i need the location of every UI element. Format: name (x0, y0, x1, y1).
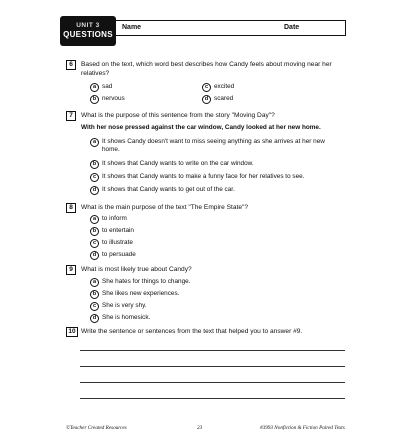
option-letter: c (90, 173, 99, 182)
option-letter: d (90, 314, 99, 323)
answer-option[interactable] (90, 186, 235, 195)
option-letter: c (90, 302, 99, 311)
option-text: She is homesick. (102, 314, 151, 321)
answer-option[interactable] (90, 251, 136, 260)
name-date-bar (116, 20, 346, 36)
answer-option[interactable] (90, 227, 134, 236)
answer-line[interactable] (80, 366, 345, 367)
option-letter: a (90, 278, 99, 287)
quoted-sentence: With her nose pressed against the car window, Candy looked at her new home. (81, 124, 321, 131)
option-text: She likes new experiences. (102, 290, 180, 297)
answer-line[interactable] (80, 350, 345, 351)
option-text: to inform (102, 215, 127, 222)
question-text: Based on the text, which word best describes how Candy feels about moving near her relatives? (81, 61, 332, 77)
question-number: 7 (66, 111, 76, 121)
option-text: It shows Candy doesn't want to miss seeing anything as she arrives at her new home. (102, 138, 325, 153)
answer-option[interactable] (90, 95, 125, 104)
answer-option[interactable] (90, 83, 112, 92)
answer-option[interactable] (90, 314, 150, 323)
option-letter: b (90, 227, 99, 236)
answer-option[interactable] (202, 95, 233, 104)
answer-option[interactable] (90, 160, 254, 169)
date-label: Date (284, 24, 300, 31)
answer-option[interactable] (90, 173, 304, 182)
option-letter: a (90, 83, 99, 92)
answer-option[interactable] (90, 239, 133, 248)
option-text: excited (214, 83, 235, 90)
option-letter: b (90, 95, 99, 104)
question-number: 8 (66, 203, 76, 213)
option-letter: b (90, 290, 99, 299)
name-label: Name (122, 24, 142, 31)
option-text: to illustrate (102, 239, 133, 246)
question-number: 9 (66, 265, 76, 275)
option-letter: d (90, 251, 99, 260)
option-letter: a (90, 138, 99, 147)
option-text: nervous (102, 95, 125, 102)
option-text: scared (214, 95, 234, 102)
answer-line[interactable] (80, 398, 345, 399)
option-letter: b (90, 160, 99, 169)
question-text: What is the purpose of this sentence from the story "Moving Day"? (81, 112, 275, 119)
option-letter: d (202, 95, 211, 104)
option-letter: c (90, 239, 99, 248)
question-number: 6 (66, 60, 76, 70)
question-text: What is the main purpose of the text "The Empire State"? (81, 204, 249, 211)
question-text: Write the sentence or sentences from the text that helped you to answer #9. (81, 328, 303, 335)
option-text: sad (102, 83, 113, 90)
answer-option[interactable] (90, 278, 190, 287)
unit-badge (60, 16, 116, 46)
option-text: It shows that Candy wants to get out of the car. (102, 186, 235, 193)
option-letter: d (90, 186, 99, 195)
footer-page-number: 23 (197, 425, 203, 431)
question-text: What is most likely true about Candy? (81, 266, 192, 273)
option-text: She is very shy. (102, 302, 147, 309)
answer-option[interactable] (90, 138, 340, 154)
unit-label: UNIT 3 (76, 22, 100, 29)
questions-label: QUESTIONS (63, 30, 113, 39)
option-letter: c (202, 83, 211, 92)
option-text: to entertain (102, 227, 134, 234)
answer-option[interactable] (90, 302, 147, 311)
option-text: She hates for things to change. (102, 278, 191, 285)
footer-copyright: ©Teacher Created Resources (66, 425, 127, 431)
option-text: It shows that Candy wants to make a funny face for her relatives to see. (102, 173, 305, 180)
answer-option[interactable] (202, 83, 234, 92)
question-number: 10 (66, 327, 78, 337)
option-text: to persuade (102, 251, 136, 258)
footer-title: #3993 Nonfiction & Fiction Paired Texts (260, 425, 345, 431)
option-text: It shows that Candy wants to write on the car window. (102, 160, 254, 167)
option-letter: a (90, 215, 99, 224)
answer-option[interactable] (90, 290, 179, 299)
answer-option[interactable] (90, 215, 127, 224)
answer-line[interactable] (80, 382, 345, 383)
